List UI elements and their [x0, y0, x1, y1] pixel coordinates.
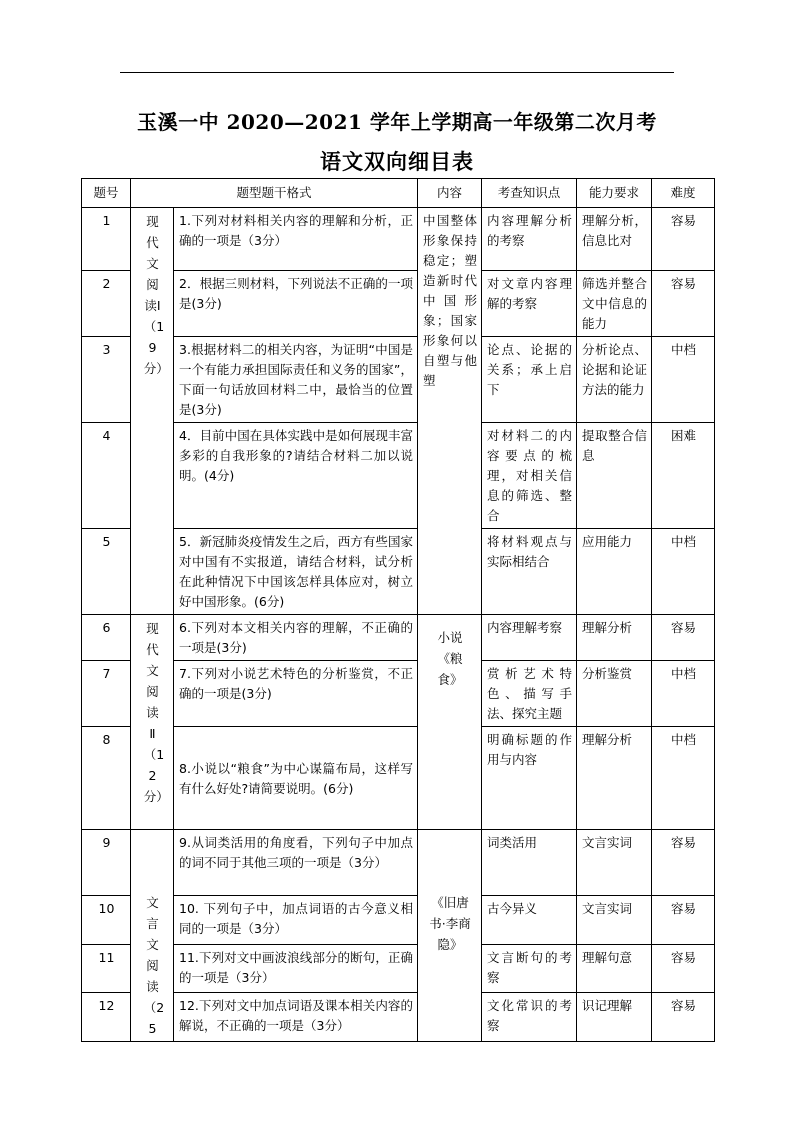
- ability-requirement: 分析论点、论据和论证方法的能力: [577, 337, 652, 423]
- col-header-content: 内容: [418, 179, 482, 208]
- question-number: 4: [82, 423, 131, 529]
- question-number: 2: [82, 271, 131, 337]
- section-label-text: 现代文阅读Ⅱ（12分）: [143, 621, 169, 804]
- question-number: 5: [82, 529, 131, 615]
- question-stem: 4．目前中国在具体实践中是如何展现丰富多彩的自我形象的?请结合材料二加以说明。(4分): [174, 423, 418, 529]
- question-number: 7: [82, 661, 131, 727]
- ability-requirement: 理解分析: [577, 615, 652, 661]
- question-stem: 10. 下列句子中，加点词语的古今意义相同的一项是（3分）: [174, 896, 418, 945]
- knowledge-point: 内容理解分析的考察: [482, 208, 577, 271]
- table-row: [82, 830, 715, 896]
- ability-requirement: 分析鉴赏: [577, 661, 652, 727]
- question-number: 11: [82, 944, 131, 993]
- table-row: [82, 727, 715, 830]
- table-row: [82, 529, 715, 615]
- passage-content-text: 《旧唐书·李商隐》: [429, 895, 471, 952]
- difficulty: 困难: [652, 423, 715, 529]
- difficulty: 容易: [652, 993, 715, 1042]
- exam-title: 玉溪一中 2020—2021 学年上学期高一年级第二次月考: [137, 110, 657, 134]
- difficulty: 容易: [652, 896, 715, 945]
- ability-requirement: 提取整合信息: [577, 423, 652, 529]
- ability-requirement: 理解分析，信息比对: [577, 208, 652, 271]
- table-row: [82, 896, 715, 945]
- table-title: 语文双向细目表: [320, 149, 474, 174]
- difficulty: 容易: [652, 208, 715, 271]
- ability-requirement: 理解句意: [577, 944, 652, 993]
- col-header-stem: 题型题干格式: [131, 179, 418, 208]
- difficulty: 容易: [652, 830, 715, 896]
- difficulty: 中档: [652, 529, 715, 615]
- knowledge-point: 词类活用: [482, 830, 577, 896]
- difficulty: 容易: [652, 944, 715, 993]
- knowledge-point: 内容理解考察: [482, 615, 577, 661]
- question-stem: 12.下列对文中加点词语及课本相关内容的解说，不正确的一项是（3分）: [174, 993, 418, 1042]
- question-number: 10: [82, 896, 131, 945]
- col-header-difficulty: 难度: [652, 179, 715, 208]
- difficulty: 中档: [652, 661, 715, 727]
- table-row: [82, 615, 715, 661]
- knowledge-point: 论点、论据的关系；承上启下: [482, 337, 577, 423]
- question-number: 9: [82, 830, 131, 896]
- ability-requirement: 文言实词: [577, 896, 652, 945]
- knowledge-point: 文化常识的考察: [482, 993, 577, 1042]
- knowledge-point: 文言断句的考察: [482, 944, 577, 993]
- question-number: 3: [82, 337, 131, 423]
- ability-requirement: 理解分析: [577, 727, 652, 830]
- question-stem: 2．根据三则材料，下列说法不正确的一项是(3分): [174, 271, 418, 337]
- ability-requirement: 筛选并整合文中信息的能力: [577, 271, 652, 337]
- passage-content: [418, 830, 482, 1042]
- table-header-row: [82, 179, 715, 208]
- passage-content-text: 小说《粮食》: [437, 630, 463, 687]
- header-rule: [120, 72, 674, 73]
- knowledge-point: 古今异义: [482, 896, 577, 945]
- question-stem: 9.从词类活用的角度看，下列句子中加点的词不同于其他三项的一项是（3分）: [174, 830, 418, 896]
- question-stem: 5．新冠肺炎疫情发生之后，西方有些国家对中国有不实报道，请结合材料，试分析在此种情况下中国该怎样具体应对，树立好中国形象。(6分): [174, 529, 418, 615]
- question-number: 6: [82, 615, 131, 661]
- table-row: [82, 271, 715, 337]
- question-stem: 6.下列对本文相关内容的理解，不正确的一项是(3分): [174, 615, 418, 661]
- table-row: [82, 944, 715, 993]
- table-row: [82, 993, 715, 1042]
- ability-requirement: 识记理解: [577, 993, 652, 1042]
- question-number: 1: [82, 208, 131, 271]
- col-header-knowledge: 考查知识点: [482, 179, 577, 208]
- difficulty: 容易: [652, 271, 715, 337]
- specification-table: [81, 178, 715, 1042]
- knowledge-point: 对文章内容理解的考察: [482, 271, 577, 337]
- knowledge-point: 对材料二的内容要点的梳理，对相关信息的筛选、整合: [482, 423, 577, 529]
- section-label: [131, 830, 174, 1042]
- section-label-text: 文言文阅读（25: [143, 895, 165, 1036]
- question-number: 12: [82, 993, 131, 1042]
- col-header-ability: 能力要求: [577, 179, 652, 208]
- difficulty: 中档: [652, 727, 715, 830]
- ability-requirement: 应用能力: [577, 529, 652, 615]
- question-stem: 8.小说以“粮食”为中心谋篇布局，这样写有什么好处?请简要说明。(6分): [174, 727, 418, 830]
- table-row: [82, 661, 715, 727]
- difficulty: 中档: [652, 337, 715, 423]
- ability-requirement: 文言实词: [577, 830, 652, 896]
- table-row: [82, 337, 715, 423]
- section-label: [131, 208, 174, 615]
- question-stem: 3.根据材料二的相关内容，为证明“中国是一个有能力承担国际责任和义务的国家”，下面一句话放回材料二中，最恰当的位置是(3分): [174, 337, 418, 423]
- col-header-number: 题号: [82, 179, 131, 208]
- table-row: [82, 423, 715, 529]
- question-stem: 11.下列对文中画波浪线部分的断句，正确的一项是（3分）: [174, 944, 418, 993]
- passage-content: 中国整体形象保持稳定；塑造新时代中国形象；国家形象何以自塑与他塑: [418, 208, 482, 615]
- knowledge-point: 赏析艺术特色、描写手法、探究主题: [482, 661, 577, 727]
- knowledge-point: 明确标题的作用与内容: [482, 727, 577, 830]
- question-stem: 1.下列对材料相关内容的理解和分析，正确的一项是（3分）: [174, 208, 418, 271]
- question-stem: 7.下列对小说艺术特色的分析鉴赏，不正确的一项是(3分): [174, 661, 418, 727]
- section-label-text: 现代文阅读Ⅰ（19分）: [143, 214, 169, 376]
- knowledge-point: 将材料观点与实际相结合: [482, 529, 577, 615]
- passage-content: [418, 615, 482, 830]
- section-label: [131, 615, 174, 830]
- question-number: 8: [82, 727, 131, 830]
- table-row: [82, 208, 715, 271]
- difficulty: 容易: [652, 615, 715, 661]
